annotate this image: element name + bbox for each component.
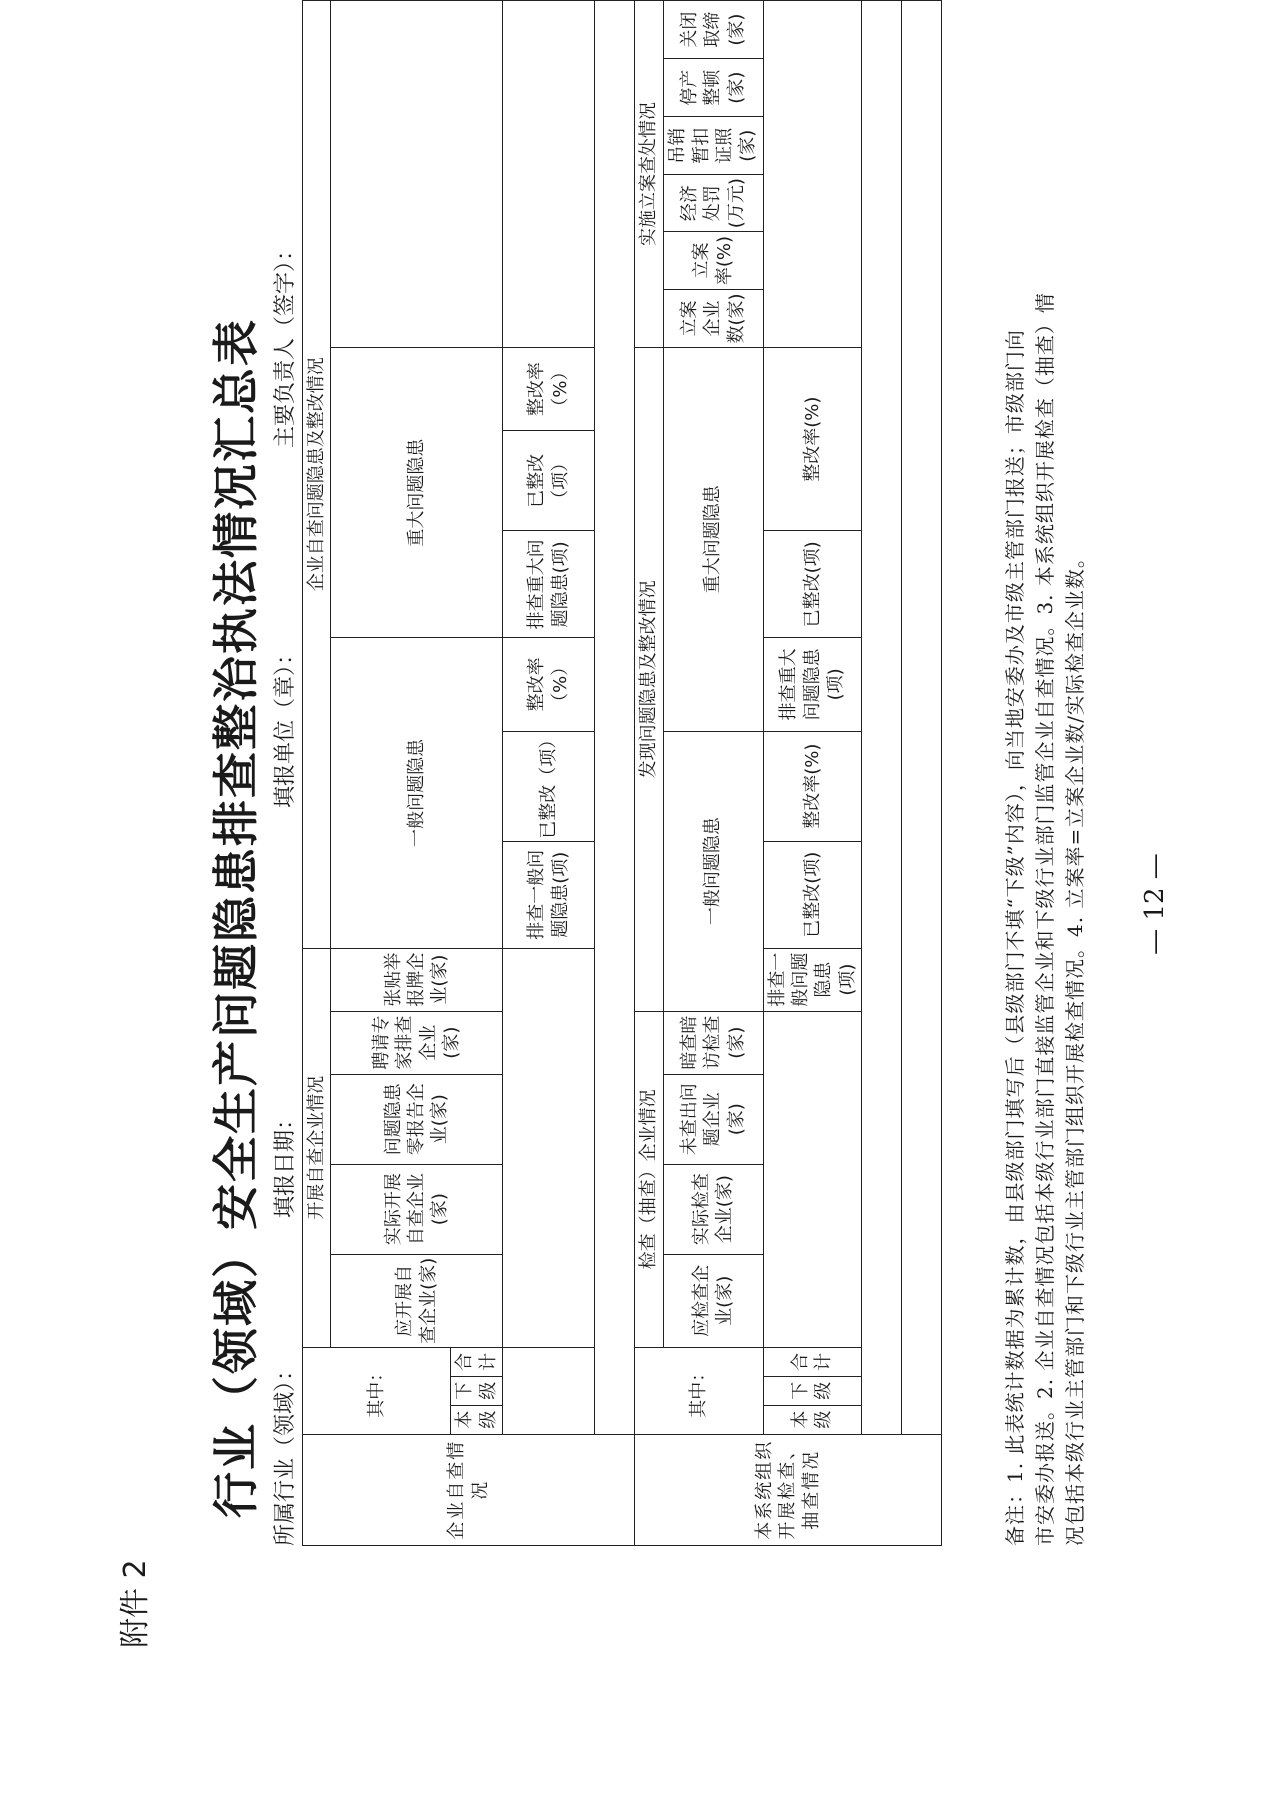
sec2-col-covert: 暗查暗访检查(家) xyxy=(663,1011,763,1074)
sec1-row-hj: 合计 xyxy=(451,1347,503,1376)
notes-line-2: 市安委办报送。2. 企业自查情况包括本级行业部门直接监管企业和下级行业部门监管企业自查情况。3. 本系统组织开展检查（抽查）情 xyxy=(1033,292,1057,1546)
sec2-general-hazards: 一般问题隐患 xyxy=(663,731,763,1011)
sec2-row-bj: 本级 xyxy=(763,1405,862,1434)
date-field: 填报日期： xyxy=(273,1107,298,1218)
sec1-col-expert: 聘请专家排查企业(家) xyxy=(331,1011,503,1074)
sec1-data-right xyxy=(503,1,595,348)
sec1-data-row xyxy=(595,1,635,1435)
sec1-col-gen-found: 排查一般问题隐患(项) xyxy=(503,841,595,948)
sec2-data-left xyxy=(763,1011,862,1347)
sec1-label: 企业自查情况 xyxy=(303,1434,635,1545)
sec2-label: 本系统组织开展检查、抽查情况 xyxy=(635,1434,942,1545)
sec2-col-should: 应检查企业(家) xyxy=(663,1254,763,1347)
sec2-group-check: 检查（抽查）企业情况 xyxy=(635,1011,663,1347)
sec2-row-xj: 下级 xyxy=(763,1376,862,1405)
summary-table xyxy=(302,0,942,1546)
sec2-group-cases: 实施立案查处情况 xyxy=(635,1,663,348)
sec2-note: 其中： xyxy=(635,1347,763,1434)
sec2-group-hazards: 发现问题隐患及整改情况 xyxy=(635,348,663,1012)
sec1-col-gen-rate: 整改率（%） xyxy=(503,638,595,731)
sec1-col-maj-fixed: 已整改（项） xyxy=(503,431,595,531)
sec2-col-fine: 经济处罚(万元) xyxy=(663,175,763,232)
sec1-major-hazards: 重大问题隐患 xyxy=(331,348,503,638)
unit-field: 填报单位（章）： xyxy=(273,642,298,808)
sec1-group-hazards: 企业自查问题隐患及整改情况 xyxy=(303,1,331,949)
sec1-col-zero-report: 问题隐患零报告企业(家) xyxy=(331,1074,503,1164)
sec1-group-selfcheck: 开展自查企业情况 xyxy=(303,948,331,1347)
sec1-blank-cell xyxy=(331,1,503,348)
leader-field: 主要负责人（签字）： xyxy=(273,238,298,448)
sec2-col-actual: 实际检查企业(家) xyxy=(663,1164,763,1254)
sec2-col-gen-fixed: 已整改(项) xyxy=(763,841,862,948)
industry-field: 所属行业（领域）： xyxy=(273,1358,298,1546)
sec1-row-bj: 本级 xyxy=(451,1405,503,1434)
form-title: 行业（领域）安全生产问题隐患排查整治执法情况汇总表 xyxy=(209,318,263,1518)
sec1-spacer xyxy=(503,1347,595,1434)
sec1-col-maj-found: 排查重大问题隐患(项) xyxy=(503,531,595,638)
sec2-col-maj-found: 排查重大问题隐患(项) xyxy=(763,638,862,731)
sec2-col-gen-rate: 整改率(%) xyxy=(763,731,862,841)
sec2-data-row-2 xyxy=(902,1,942,1435)
sec1-col-maj-rate: 整改率（%） xyxy=(503,348,595,431)
sec2-col-noissue: 未查出问题企业(家) xyxy=(663,1074,763,1164)
sec2-data-row xyxy=(862,1,902,1435)
sec1-data-area xyxy=(503,948,595,1347)
sec2-data-right xyxy=(763,1,862,348)
sec1-row-xj: 下级 xyxy=(451,1376,503,1405)
sec2-row-hj: 合计 xyxy=(763,1347,862,1376)
sec1-col-actual: 实际开展自查企业(家) xyxy=(331,1164,503,1254)
sec2-col-close: 关闭取缔(家) xyxy=(663,1,763,59)
sec2-col-suspend: 停产整顿(家) xyxy=(663,59,763,117)
sec1-note: 其中： xyxy=(303,1347,451,1434)
notes xyxy=(1000,246,1090,1546)
page-number: — 12 — xyxy=(1140,853,1170,955)
sec2-col-maj-rate: 整改率(%) xyxy=(763,348,862,531)
notes-line-3: 况包括本级行业主管部门和下级行业主管部门组织开展检查情况。4. 立案率=立案企业数/实际检查企业数。 xyxy=(1063,547,1087,1546)
notes-line-1: 备注：1. 此表统计数据为累计数，由县级部门填写后（县级部门不填“下级”内容），向当地安委办及市级主管部门报送；市级部门向 xyxy=(1003,329,1027,1546)
sec2-col-revoke: 吊销暂扣证照(家) xyxy=(663,117,763,175)
sec2-major-hazards: 重大问题隐患 xyxy=(663,348,763,732)
sec2-col-case-rate: 立案率(%) xyxy=(663,232,763,290)
sec1-col-should: 应开展自查企业(家) xyxy=(331,1254,503,1347)
sec1-general-hazards: 一般问题隐患 xyxy=(331,638,503,948)
sec2-col-gen-found: 排查一般问题隐患(项) xyxy=(763,948,862,1011)
sec2-col-maj-fixed: 已整改(项) xyxy=(763,531,862,638)
attachment-label: 附件 2 xyxy=(118,1559,153,1648)
sec1-col-poster: 张贴举报牌企业(家) xyxy=(331,948,503,1011)
sec1-col-gen-fixed: 已整改（项） xyxy=(503,731,595,841)
sec2-col-case-ent: 立案企业数(家) xyxy=(663,289,763,347)
